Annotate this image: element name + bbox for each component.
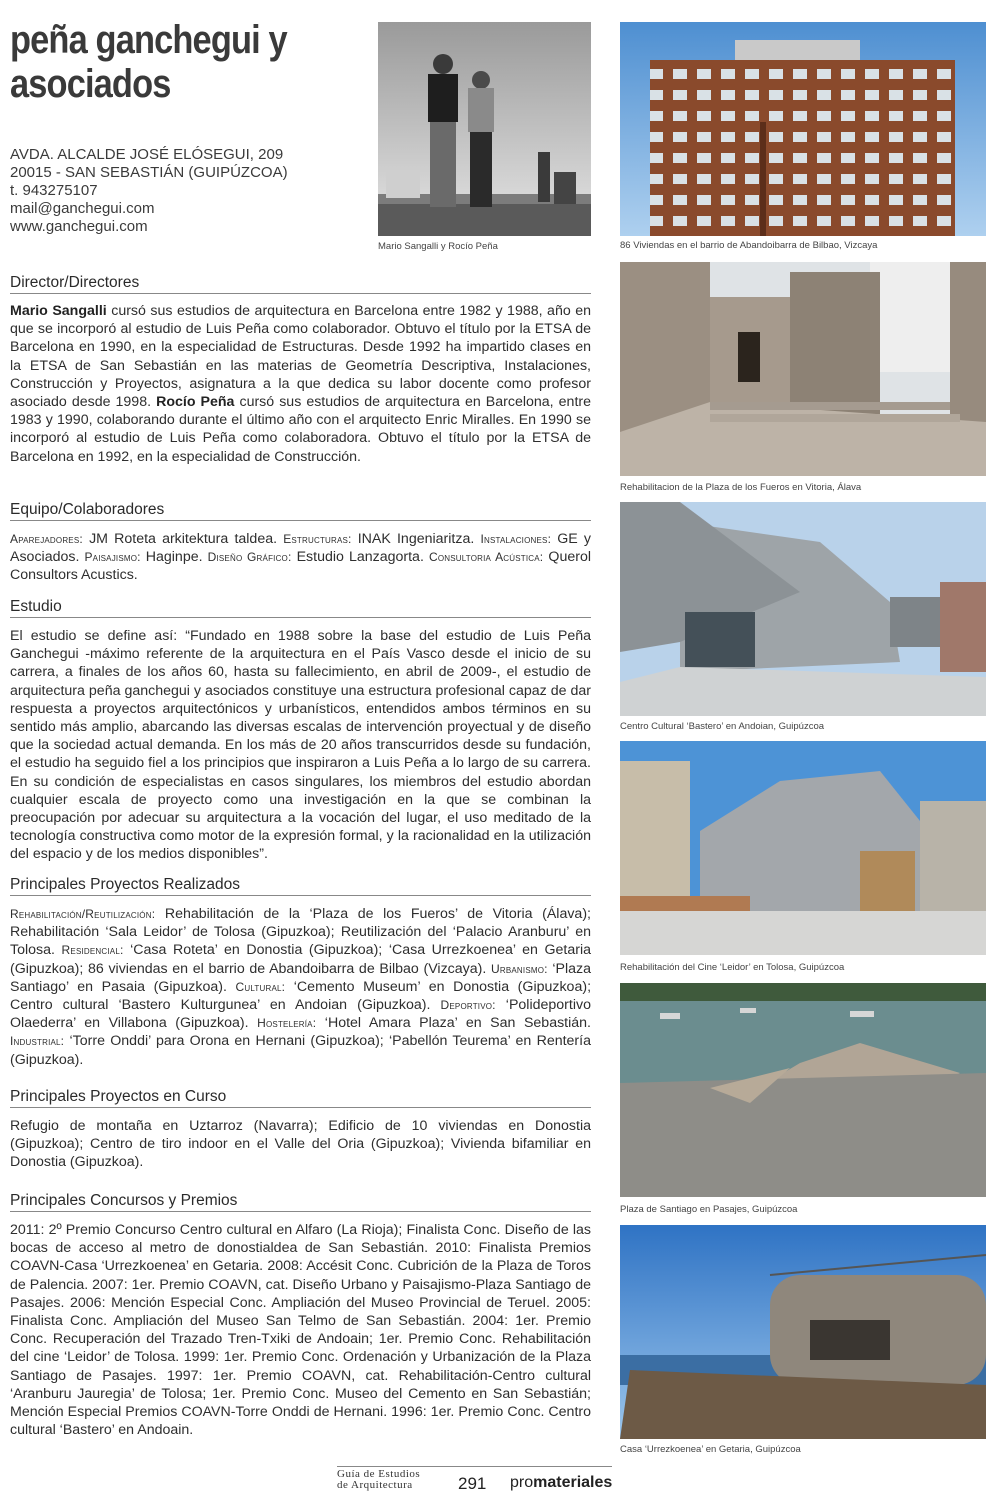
portrait-caption: Mario Sangalli y Rocío Peña [378,241,498,252]
projects-current-text: Refugio de montaña en Uztarroz (Navarra); Edificio de 10 viviendas en Donostia (Gipuzkoa); Centro de tiro indoor en el Valle del Oria (Gipuzkoa); Vivienda bifamiliar en Donostia (Gipuzkoa). [10,1118,591,1171]
section-title-projects-done: Principales Proyectos Realizados [10,876,591,896]
director-name-2: Rocío Peña [156,394,235,411]
awards-text: 2011: 2º Premio Concurso Centro cultural en Alfaro (La Rioja); Finalista Conc. Diseño de las bocas de acceso al metro de donostialdea de San Sebastián. 2010: Finalista Premios COAVN-Casa ‘Urrezkoenea’ en Getaria. 2008: Accésit Conc. Cubrición de la Plaza de Toros de Palencia. 2007: 1er. Premio COAVN, cat. Diseño Urbano y Paisajismo-Plaza Santiago de Pasajes. 2006: Mención Especial Conc. Ampliación del Museo Provincial de Teruel. 2005: Finalista Conc. Ampliación del Museo San Telmo de San Sebastián. 2004: 1er. Premio Conc. Recuperación del Trazado Tren-Txiki de Andoain; 1er. Premio Conc. Rehabilitación del cine ‘Leidor’ de Tolosa. 1999: 1er. Premio Conc. Ordenación y Urbanización de la Plaza Santiago de Pasajes. 1997: 1er. Premio COAVN, cat. Rehabilitación-Centro cultural ‘Aranburu Jauregia’ de Tolosa; 1er. Premio Conc. Museo del Cemento en San Sebastián; Mención Especial Premios COAVN-Torre Onddi de Hernani. 1996: 1er. Premio Conc. Centro cultural ‘Bastero’ en Andoain. [10,1222,591,1439]
section-title-awards: Principales Concursos y Premios [10,1192,591,1212]
section-title-team: Equipo/Colaboradores [10,501,591,521]
photo-caption-5: Plaza de Santiago en Pasajes, Guipúzcoa [620,1204,798,1215]
section-title-studio: Estudio [10,598,591,618]
photo-caption-1: 86 Viviendas en el barrio de Abandoibarra de Bilbao, Vizcaya [620,240,878,251]
photo-leidor [620,741,986,955]
photo-caption-6: Casa ‘Urrezkoenea’ en Getaria, Guipúzcoa [620,1444,801,1455]
photo-caption-4: Rehabilitación del Cine ‘Leidor’ en Tolosa, Guipúzcoa [620,962,845,973]
firm-name [10,18,320,106]
projects-done-text: Rehabilitación/Reutilización: Rehabilitación de la ‘Plaza de los Fueros’ de Vitoria (Álava); Rehabilitación ‘Sala Leidor’ de Tolosa (Gipuzkoa); Reutilización del ‘Palacio Aranburu’ en Tolosa. Residencial: ‘Casa Roteta’ en Donostia (Gipuzkoa); ‘Casa Urrezkoenea’ en Getaria (Gipuzkoa); 86 viviendas en el barrio de Abandoibarra de Bilbao (Vizcaya). Urbanismo: ‘Plaza Santiago’ en Pasaia (Gipuzkoa). Cultural: ‘Cemento Museum’ en Donostia (Gipuzkoa); Centro cultural ‘Bastero Kulturgunea’ en Andoian (Gipuzkoa). Deportivo: ‘Polideportivo Olaederra’ en Villabona (Gipuzkoa). Hostelería: ‘Hotel Amara Plaza’ en San Sebastián. Industrial: ‘Torre Onddi’ para Orona en Hernani (Gipuzkoa); ‘Pabellón Teurema’ en Rentería (Gipuzkoa). [10,906,592,1068]
footer-guide: Guía de Estudios de Arquitectura [337,1468,421,1491]
footer-divider [337,1466,612,1467]
firm-name-line2: asociados [10,62,171,106]
team-text: Aparejadores: JM Roteta arkitektura taldea. Estructuras: INAK Ingeniaritza. Instalaciones: GE y Asociados. Paisajismo: Haginpe. Diseño Gráfico: Estudio Lanzagorta. Consultoria Acústica: Querol Consultors Acustics. [10,531,591,584]
section-title-projects-current: Principales Proyectos en Curso [10,1088,591,1108]
photo-caption-2: Rehabilitacion de la Plaza de los Fueros en Vitoria, Álava [620,482,862,493]
email-link[interactable]: mail@ganchegui.com [10,200,155,217]
footer-brand: promateriales [510,1474,613,1491]
firm-name-line1: peña ganchegui y [10,18,287,62]
directors-text: Mario Sangalli cursó sus estudios de arquitectura en Barcelona entre 1982 y 1988, año en que se incorporó al estudio de Luis Peña como colaborador. Obtuvo el título por la ETSA de Barcelona en 1990, en la especialidad de Estructuras. Desde 1992 ha impartido clases en la ETSA de San Sebastián en las materias de Geometría Descriptiva, Instalaciones, Construcción y Proyectos, asignatura a la que dedica su labor docente como profesor asociado desde 1998. Rocío Peña cursó sus estudios de arquitectura en Barcelona, entre 1983 y 1990, colaborando durante el último año con el arquitecto Enric Miralles. En 1990 se incorporó al estudio de Luis Peña como colaboradora. Obtuvo el título por la ETSA de Barcelona en 1992, en la especialidad de Construcción. [10,303,592,465]
phone: t. 943275107 [10,182,98,199]
photo-abandoibarra [620,22,986,236]
director-name-1: Mario Sangalli [10,303,107,319]
portrait-photo [378,22,591,236]
contact-block [10,146,370,236]
address-line2: 20015 - SAN SEBASTIÁN (GUIPÚZCOA) [10,164,288,181]
page-number: 291 [458,1474,487,1493]
studio-text: El estudio se define así: “Fundado en 1988 sobre la base del estudio de Luis Peña Ganchegui -máximo referente de la arquitectura en el País Vasco desde el inicio de su carrera, a finales de los años 60, hasta su fallecimiento, en abril de 2009-, el estudio de arquitectura peña ganchegui y asociados constituye una estructura profesional capaz de dar respuesta a proyectos arquitectónicos y urbanísticos, entendidos ambos términos en su sentido más amplio, abarcando las diversas escalas de intervención proyectual y de diseño que la sociedad actual demanda. En los más de 20 años transcurridos desde su fundación, el estudio ha seguido fiel a los principios que inspiraron a Luis Peña a lo largo de su carrera. En su condición de especialistas en casos singulares, los miembros del estudio abordan cualquier escala de proyecto como una investigación en la que se combinan la preocupación por adecuar su arquitectura a la vocación del lugar, el uso meditado de la tecnología constructiva como motor de la expresión formal, y la racionalidad en la utilización del espacio y de los medios disponibles”. [10,628,591,863]
photo-caption-3: Centro Cultural ‘Bastero’ en Andoian, Guipúzcoa [620,721,825,732]
address-line1: AVDA. ALCALDE JOSÉ ELÓSEGUI, 209 [10,146,284,163]
section-title-directors: Director/Directores [10,274,591,294]
photo-plaza-santiago [620,983,986,1197]
web-link[interactable]: www.ganchegui.com [10,218,148,235]
photo-plaza-fueros [620,262,986,476]
photo-bastero [620,502,986,716]
photo-urrezkoenea [620,1225,986,1439]
